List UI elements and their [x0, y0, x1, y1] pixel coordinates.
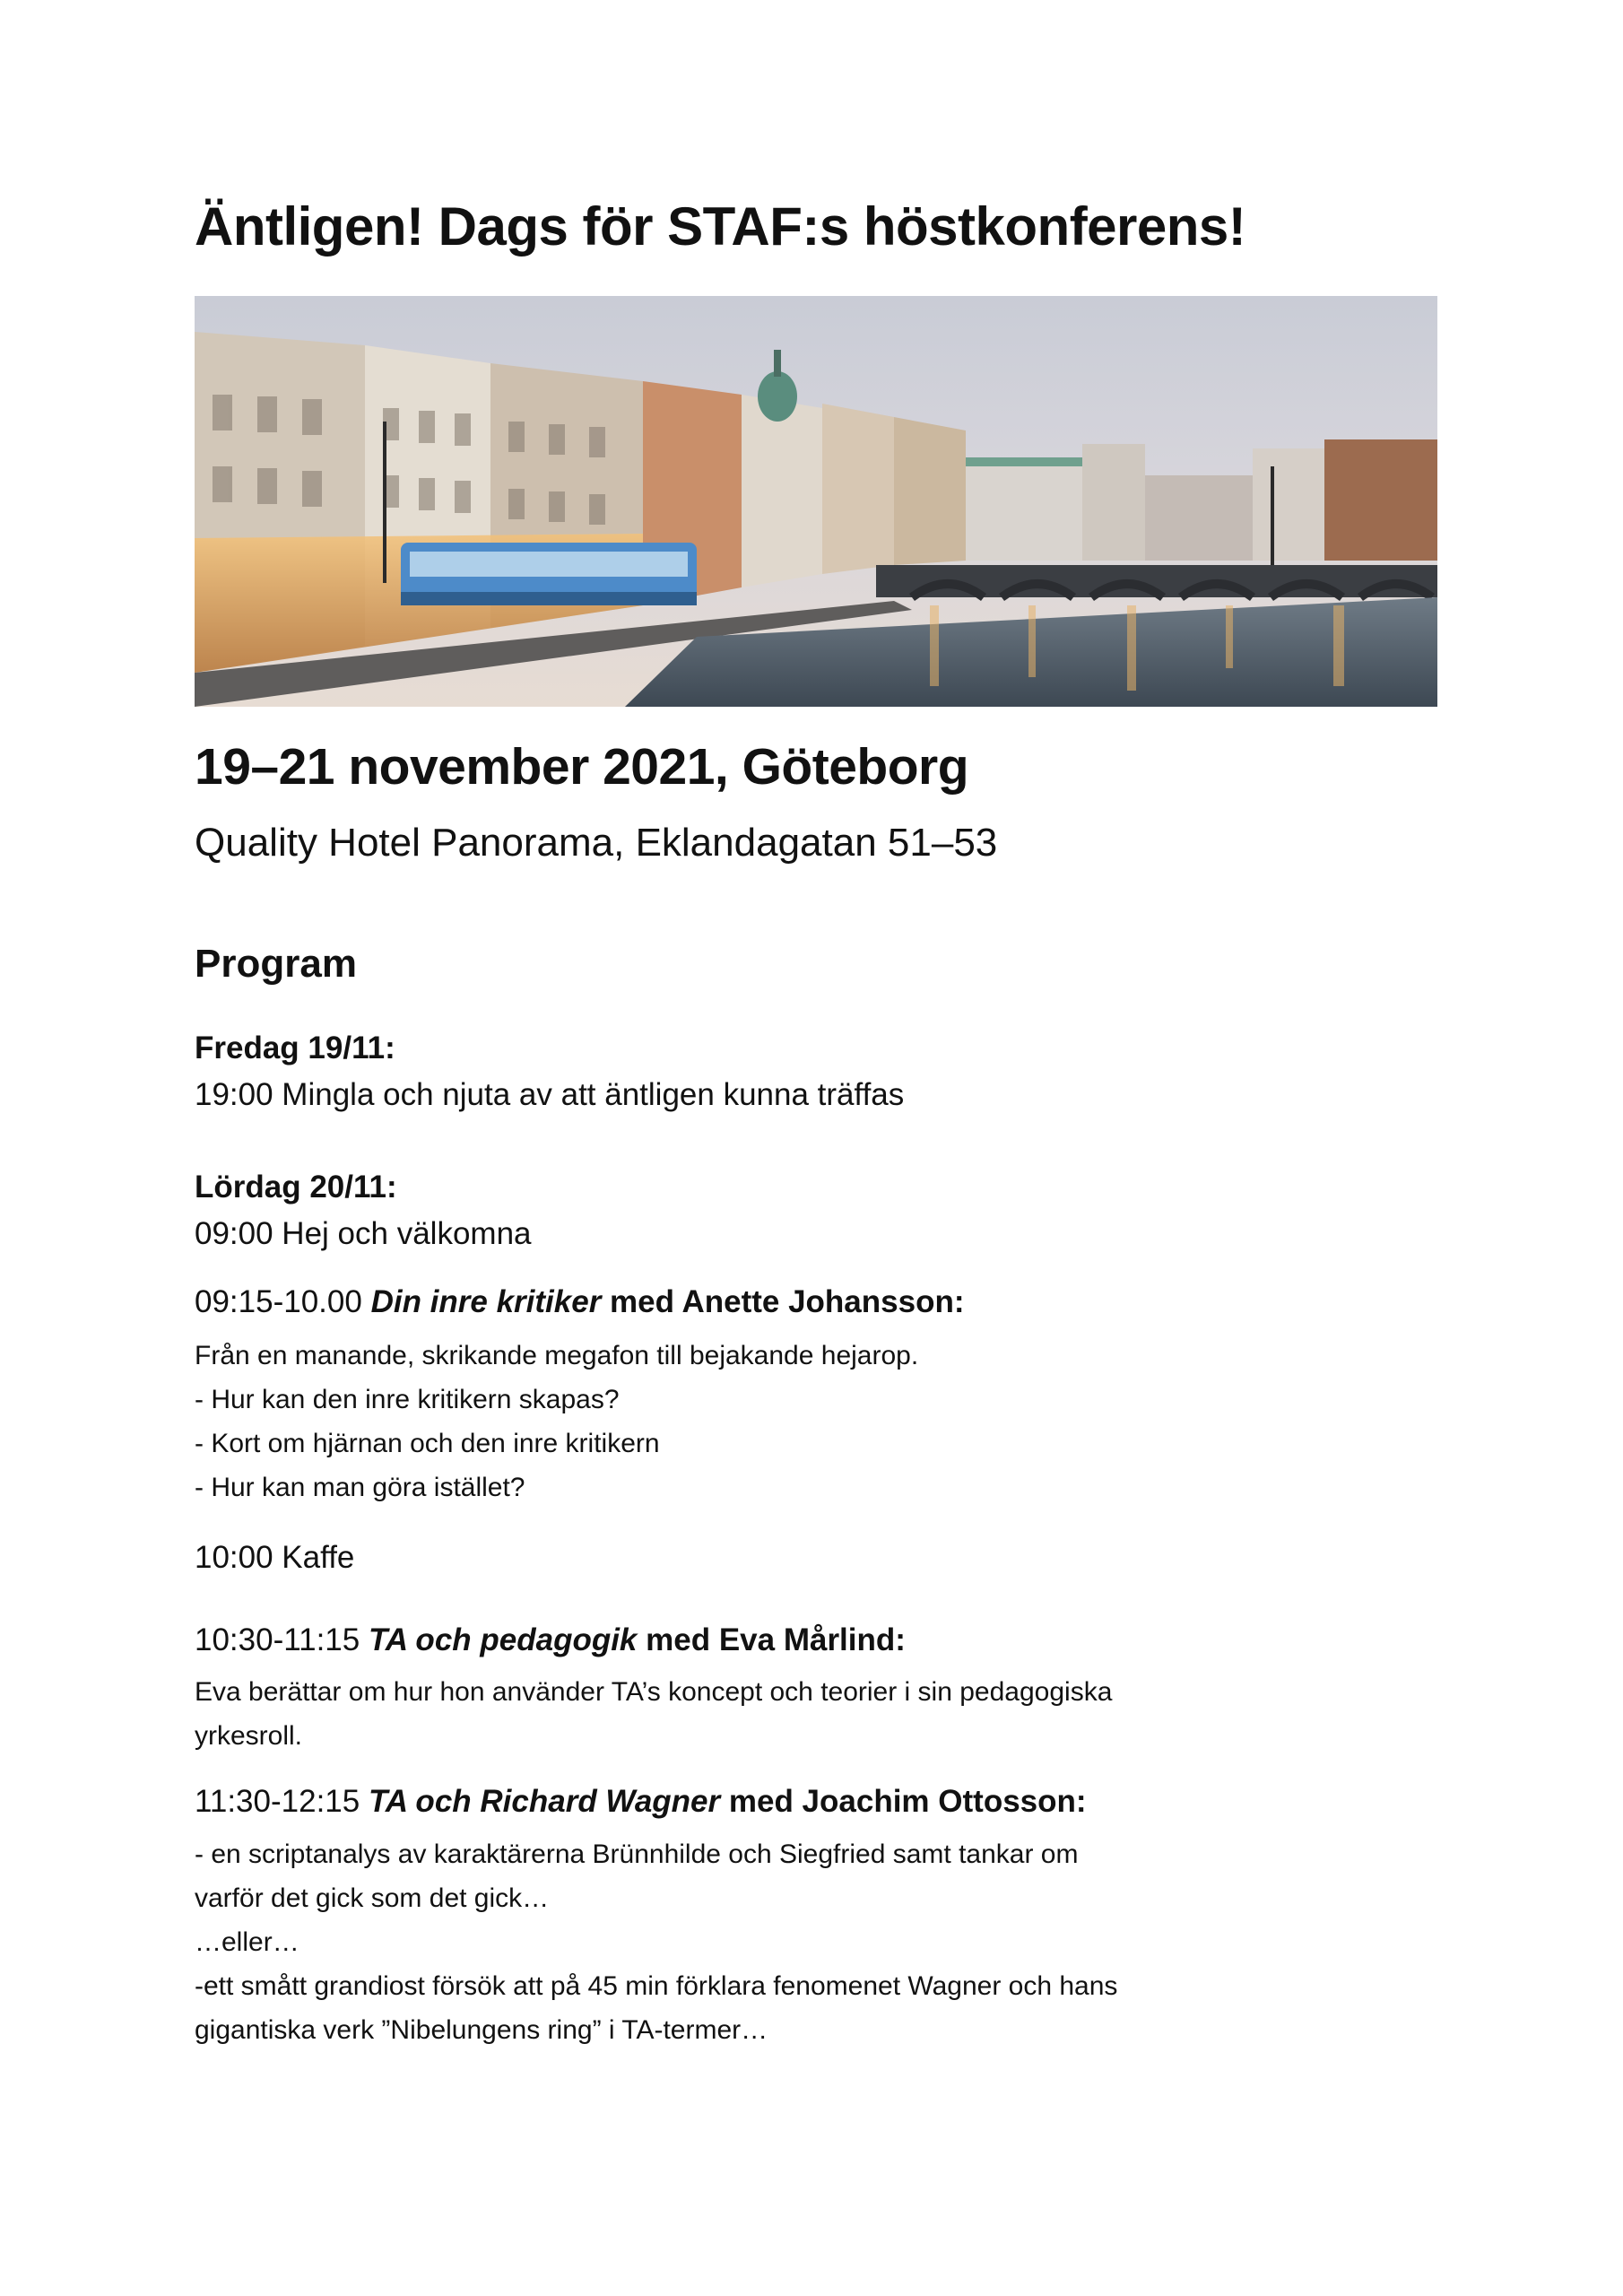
session3-speaker: med Joachim Ottosson:	[720, 1784, 1087, 1819]
event-venue: Quality Hotel Panorama, Eklandagatan 51–53	[195, 821, 998, 865]
event-date-location: 19–21 november 2021, Göteborg	[195, 738, 969, 796]
session2-description	[195, 1670, 1112, 1758]
description-line: …eller…	[195, 1927, 299, 1957]
friday-item: 19:00 Mingla och njuta av att äntligen kunna träffas	[195, 1077, 905, 1112]
session1-description	[195, 1334, 918, 1509]
description-line: - Hur kan man göra istället?	[195, 1473, 525, 1502]
description-line: - en scriptanalys av karaktärerna Brünnhilde och Siegfried samt tankar om	[195, 1839, 1079, 1869]
description-line: Från en manande, skrikande megafon till bejakande hejarop.	[195, 1341, 919, 1370]
description-line: - Hur kan den inre kritikern skapas?	[195, 1385, 620, 1414]
session1-speaker: med Anette Johansson:	[601, 1284, 965, 1319]
page-title: Äntligen! Dags för STAF:s höstkonferens!	[195, 196, 1246, 257]
session2-heading	[195, 1622, 906, 1658]
saturday-welcome: 09:00 Hej och välkomna	[195, 1216, 532, 1251]
session3-heading	[195, 1784, 1087, 1820]
session1-title: Din inre kritiker	[370, 1284, 602, 1319]
session3-title: TA och Richard Wagner	[368, 1784, 721, 1819]
description-line: gigantiska verk ”Nibelungens ring” i TA-termer…	[195, 2015, 768, 2045]
coffee-break: 10:00 Kaffe	[195, 1540, 355, 1575]
banner-image	[195, 296, 1437, 707]
description-line: - Kort om hjärnan och den inre kritikern	[195, 1429, 660, 1458]
session2-title: TA och pedagogik	[368, 1622, 638, 1657]
program-heading: Program	[195, 942, 357, 986]
description-line: varför det gick som det gick…	[195, 1883, 550, 1913]
session3-description	[195, 1832, 1117, 2052]
saturday-heading: Lördag 20/11:	[195, 1170, 397, 1205]
session1-time: 09:15-10.00	[195, 1284, 371, 1319]
description-line: Eva berättar om hur hon använder TA’s koncept och teorier i sin pedagogiska	[195, 1677, 1113, 1707]
session2-speaker: med Eva Mårlind:	[637, 1622, 906, 1657]
session3-time: 11:30-12:15	[195, 1784, 369, 1819]
session2-time: 10:30-11:15	[195, 1622, 369, 1657]
description-line: -ett smått grandiost försök att på 45 min förklara fenomenet Wagner och hans	[195, 1971, 1118, 2001]
description-line: yrkesroll.	[195, 1721, 303, 1751]
session1-heading	[195, 1284, 964, 1320]
friday-heading: Fredag 19/11:	[195, 1031, 395, 1065]
gothenburg-canal-photo	[195, 296, 1437, 707]
